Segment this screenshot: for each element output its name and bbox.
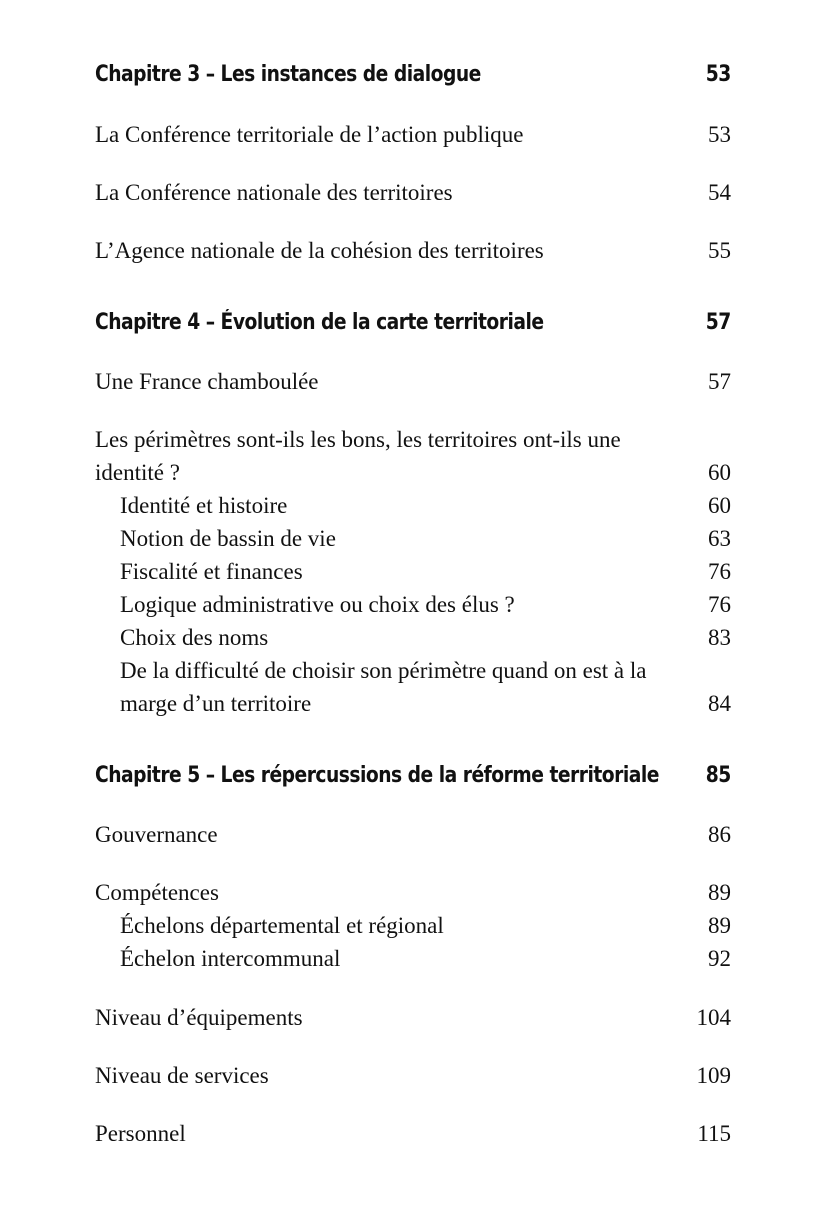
page-number: 54 [708, 180, 731, 205]
chapter-title: Chapitre 3 – Les instances de dialogue [95, 62, 481, 87]
toc-entry[interactable] [95, 818, 731, 851]
entry-title: Niveau de services [95, 1063, 269, 1088]
toc-subentry[interactable] [120, 588, 731, 621]
chapter-title: Chapitre 4 – Évolution de la carte territoriale [95, 310, 544, 335]
toc-entry[interactable] [95, 423, 731, 489]
page-number: 89 [708, 913, 731, 938]
toc-entry[interactable] [95, 1059, 731, 1092]
entry-title: Les périmètres sont-ils les bons, les territoires ont-ils une identité ? [95, 427, 621, 485]
toc-entry[interactable] [95, 365, 731, 398]
toc-subentry[interactable] [120, 909, 731, 942]
page-number: 76 [708, 559, 731, 584]
toc-chapter-5[interactable] [95, 759, 731, 792]
entry-title: Notion de bassin de vie [120, 526, 336, 551]
entry-title: Choix des noms [120, 625, 269, 650]
chapter-title: Chapitre 5 – Les répercussions de la réforme territoriale [95, 763, 659, 788]
toc-subentry[interactable] [120, 654, 731, 720]
page-number: 92 [708, 946, 731, 971]
entry-title: Niveau d’équipements [95, 1005, 303, 1030]
page-number: 57 [708, 369, 731, 394]
page-number: 104 [696, 1005, 731, 1030]
page-number: 53 [708, 122, 731, 147]
page-number: 55 [708, 238, 731, 263]
page-number: 83 [708, 625, 731, 650]
entry-title: Personnel [95, 1121, 186, 1146]
entry-title: La Conférence territoriale de l’action publique [95, 122, 524, 147]
toc-subentry[interactable] [120, 489, 731, 522]
page-number: 86 [708, 822, 731, 847]
page-number: 89 [708, 880, 731, 905]
page-number: 115 [697, 1121, 731, 1146]
toc-subentry[interactable] [120, 942, 731, 975]
toc-entry[interactable] [95, 1117, 731, 1150]
page-number: 53 [705, 62, 731, 87]
entry-title: Identité et histoire [120, 493, 288, 518]
toc-entry[interactable] [95, 176, 731, 209]
page-number: 60 [708, 493, 731, 518]
page-number: 63 [708, 526, 731, 551]
entry-title: De la difficulté de choisir son périmètre quand on est à la marge d’un territoire [120, 658, 647, 716]
page-number: 76 [708, 592, 731, 617]
entry-title: Compétences [95, 880, 219, 905]
page-number: 85 [705, 763, 731, 788]
page-number: 60 [708, 460, 731, 485]
entry-title: La Conférence nationale des territoires [95, 180, 453, 205]
page-number: 57 [705, 310, 731, 335]
entry-title: Échelons départemental et régional [120, 913, 444, 938]
toc-subentry[interactable] [120, 621, 731, 654]
toc-subentry[interactable] [120, 555, 731, 588]
entry-title: L’Agence nationale de la cohésion des territoires [95, 238, 544, 263]
page-number: 109 [696, 1063, 731, 1088]
toc-entry[interactable] [95, 234, 731, 267]
toc-entry[interactable] [95, 118, 731, 151]
toc-entry[interactable] [95, 876, 731, 909]
toc-subentry[interactable] [120, 522, 731, 555]
toc-chapter-3[interactable] [95, 58, 731, 91]
entry-title: Gouvernance [95, 822, 218, 847]
entry-title: Fiscalité et finances [120, 559, 303, 584]
entry-title: Une France chamboulée [95, 369, 319, 394]
page-number: 84 [708, 691, 731, 716]
entry-title: Échelon intercommunal [120, 946, 341, 971]
toc-chapter-4[interactable] [95, 306, 731, 339]
entry-title: Logique administrative ou choix des élus ? [120, 592, 515, 617]
toc-entry[interactable] [95, 1001, 731, 1034]
